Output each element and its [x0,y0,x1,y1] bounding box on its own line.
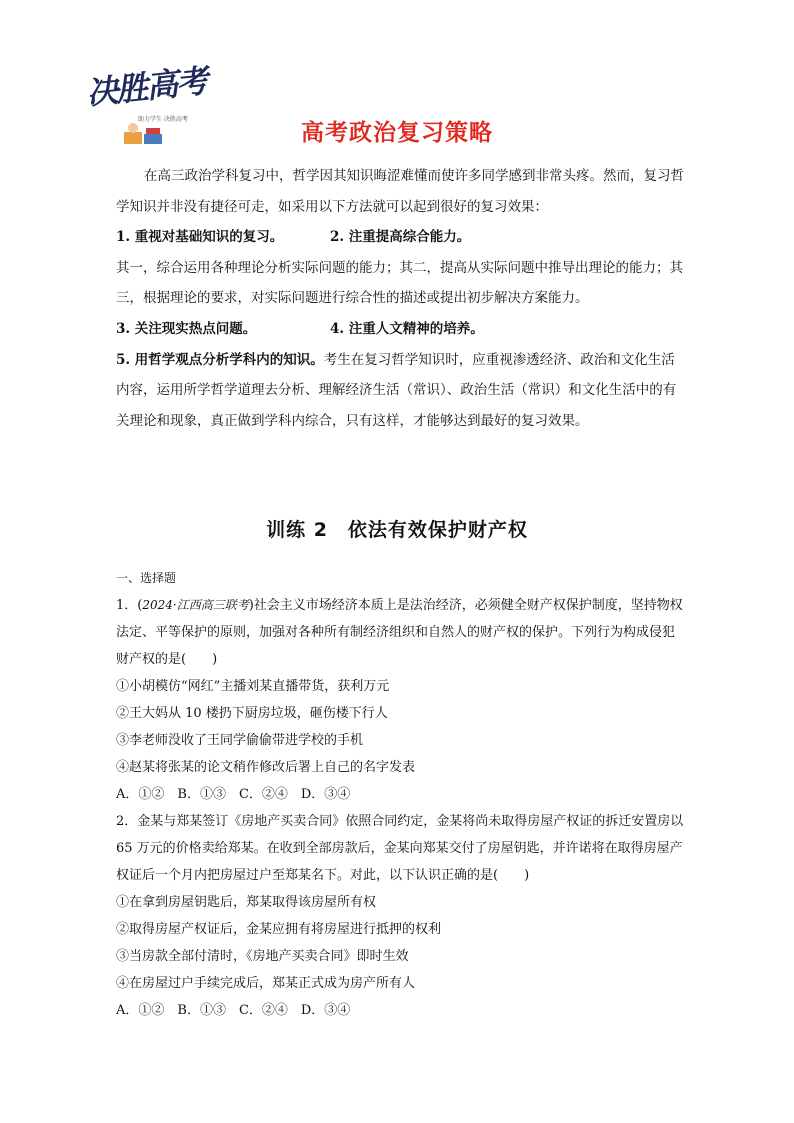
intro-section [116,161,686,436]
point-2-detail: 其一，综合运用各种理论分析实际问题的能力；其二，提高从实际问题中推导出理论的能力；其三，根据理论的要求，对实际问题进行综合性的描述或提出初步解决方案能力。 [116,259,683,307]
points-row-1 [116,222,686,253]
question-2-option: ②取得房屋产权证后，金某应拥有将房屋进行抵押的权利 [116,922,442,937]
point-3: 3. 关注现实热点问题。 [116,320,257,337]
question-1-source: 2024·江西高三联考 [142,598,249,612]
question-1-option: ②王大妈从 10 楼扔下厨房垃圾，砸伤楼下行人 [116,706,388,721]
section-subheading: 一、选择题 [116,571,177,585]
question-1 [116,592,686,673]
questions-section [116,565,686,1024]
points-row-2 [116,314,686,345]
question-1-option: ①小胡模仿“网红”主播刘某直播带货，获利万元 [116,679,390,694]
question-2-answers: A．①② B．①③ C．②④ D．③④ [116,1003,351,1018]
point-1: 1. 重视对基础知识的复习。 [116,229,284,246]
logo-text: 决胜高考 [84,61,208,113]
intro-paragraph: 在高三政治学科复习中，哲学因其知识晦涩难懂而使许多同学感到非常头疼。然而，复习哲学知识并非没有捷径可走，如采用以下方法就可以起到很好的复习效果： [116,168,684,215]
point-5-text: 考生在复习哲学知识时，应重视渗透经济、政治和文化生活内容，运用所学哲学道理去分析、理解经济生活（常识）、政治生活（常识）和文化生活中的有关理论和现象，真正做到学科内综合，只有这样，才能够达到最好的复习效果。 [116,351,677,429]
question-2-option: ③当房款全部付清时，《房地产买卖合同》即时生效 [116,949,409,964]
question-1-option: ③李老师没收了王同学偷偷带进学校的手机 [116,733,364,748]
point-2: 2. 注重提高综合能力。 [330,229,471,246]
question-1-number: 1．( [116,598,143,613]
question-2-option: ①在拿到房屋钥匙后，郑某取得该房屋所有权 [116,895,377,910]
question-1-option: ④赵某将张某的论文稍作修改后署上自己的名字发表 [116,760,416,775]
question-2-option: ④在房屋过户手续完成后，郑某正式成为房产所有人 [116,976,416,991]
section-title: 训练 2 依法有效保护财产权 [266,519,528,541]
point-4: 4. 注重人文精神的培养。 [330,320,484,337]
point-5-heading: 5. 用哲学观点分析学科内的知识。 [116,351,324,368]
logo-tagline: 助力学生 决胜高考 [138,116,188,123]
question-1-stem: )社会主义市场经济本质上是法治经济，必须健全财产权保护制度，坚持物权法定、平等保护的原则，加强对各种所有制经济组织和自然人的财产权的保护。下列行为构成侵犯财产权的是( ) [116,598,683,667]
page-title: 高考政治复习策略 [301,120,493,146]
question-2-stem: 2．金某与郑某签订《房地产买卖合同》依照合同约定，金某将尚未取得房屋产权证的拆迁安置房以 65 万元的价格卖给郑某。在收到全部房款后，金某向郑某交付了房屋钥匙，并许诺将在取得房屋产权证后一个月内把房屋过户至郑某名下。对此，以下认识正确的是( ) [116,814,684,883]
question-1-answers: A．①② B．①③ C．②④ D．③④ [116,787,351,802]
point-5 [116,345,686,437]
